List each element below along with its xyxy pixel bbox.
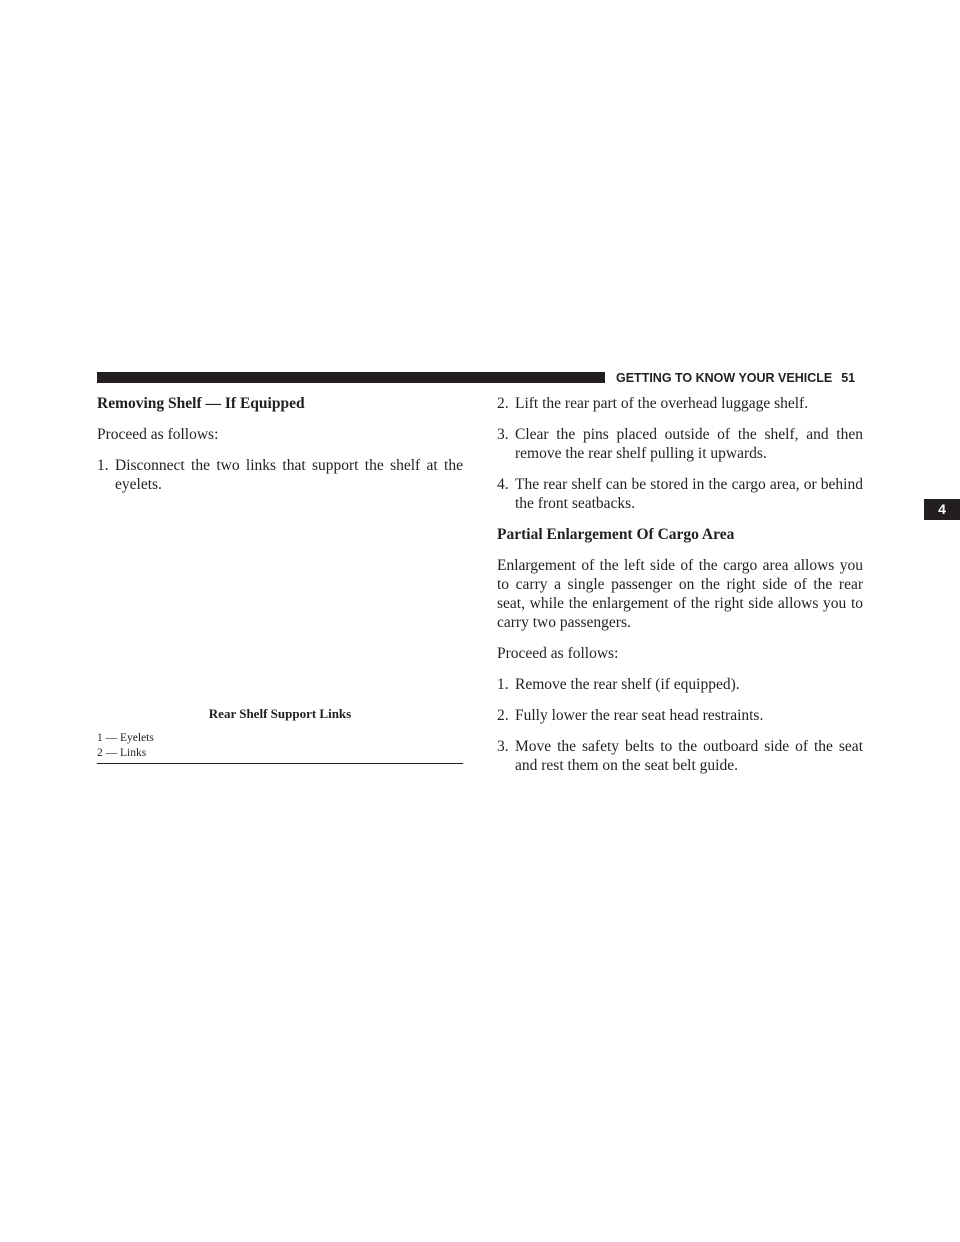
running-header: [616, 369, 866, 387]
step-text: Clear the pins placed outside of the shelf, and then remove the rear shelf pulling it upwards.: [515, 426, 863, 462]
step-text: Remove the rear shelf (if equipped).: [515, 676, 740, 693]
page-number: 51: [841, 371, 856, 385]
step-item: [497, 475, 863, 513]
legend-item-links: 2 — Links: [97, 747, 147, 759]
figure-legend: [97, 731, 463, 761]
step-item: [497, 737, 863, 775]
step-text: Fully lower the rear seat head restraints.: [515, 707, 764, 724]
step-text: Lift the rear part of the overhead luggage shelf.: [515, 395, 809, 412]
step-item: [497, 675, 863, 694]
intro-text: Proceed as follows:: [97, 426, 219, 443]
step-item: [97, 456, 463, 494]
step-number: 1.: [497, 676, 509, 693]
step-number: 4.: [497, 476, 509, 493]
step-text: Move the safety belts to the outboard side of the seat and rest them on the seat belt guide.: [515, 738, 863, 774]
step-item: [497, 425, 863, 463]
legend-item-eyelets: 1 — Eyelets: [97, 732, 154, 744]
header-rule: [97, 372, 605, 383]
chapter-title: GETTING TO KNOW YOUR VEHICLE: [616, 371, 833, 385]
step-item: [497, 706, 863, 725]
step-text: Disconnect the two links that support the shelf at the eyelets.: [115, 457, 463, 493]
section-tab: 4: [924, 499, 960, 520]
right-column: [497, 394, 863, 787]
step-text: The rear shelf can be stored in the cargo area, or behind the front seatbacks.: [515, 476, 863, 512]
step-number: 3.: [497, 426, 509, 443]
left-column: [97, 394, 463, 506]
step-item: [497, 394, 863, 413]
figure-rule: [97, 763, 463, 764]
section-heading-partial-enlargement: Partial Enlargement Of Cargo Area: [497, 526, 735, 543]
step-number: 2.: [497, 395, 509, 412]
step-number: 3.: [497, 738, 509, 755]
body-paragraph: Enlargement of the left side of the cargo area allows you to carry a single passenger on the right side of the rear seat, while the enlargement of the right side allows you to carry two passengers.: [497, 557, 863, 631]
intro-text: Proceed as follows:: [497, 645, 619, 662]
figure-rear-shelf-support-links: [97, 495, 463, 695]
step-number: 2.: [497, 707, 509, 724]
figure-caption: Rear Shelf Support Links: [208, 706, 352, 721]
step-number: 1.: [97, 457, 109, 474]
section-heading-removing-shelf: Removing Shelf — If Equipped: [97, 395, 305, 412]
